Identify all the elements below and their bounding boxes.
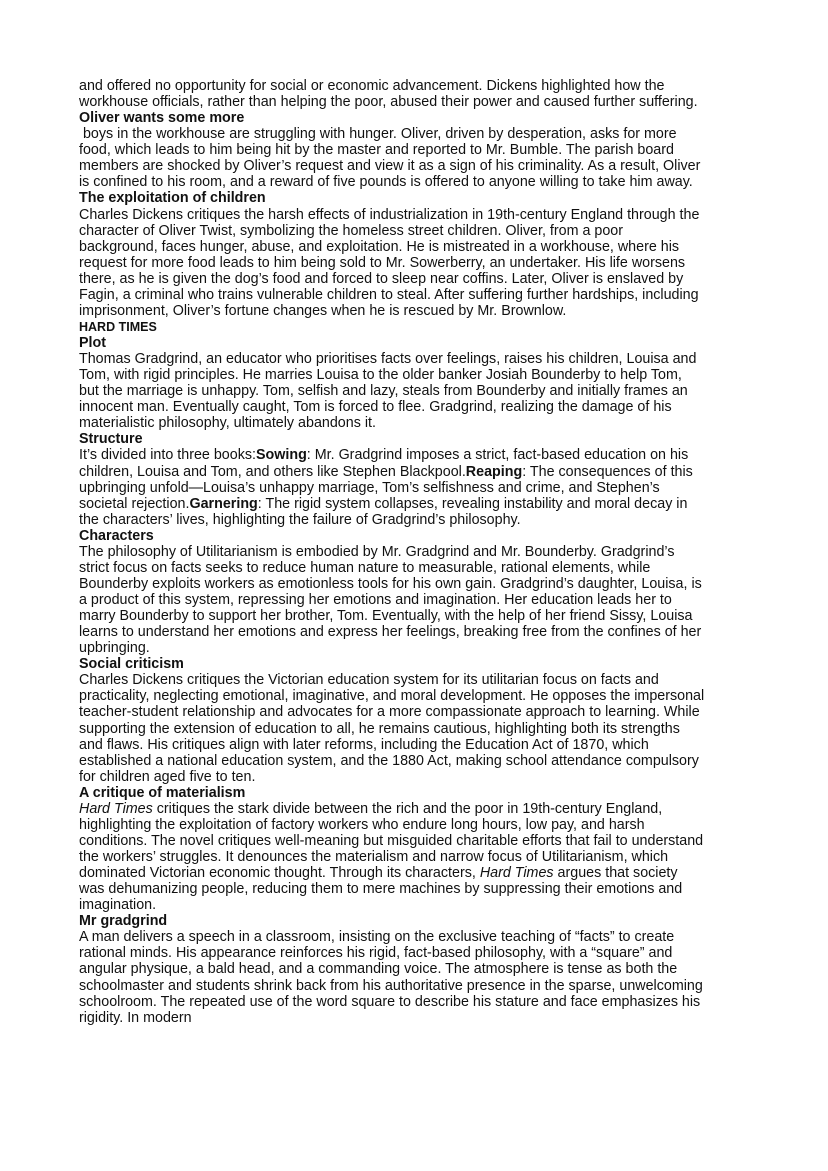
paragraph — [79, 126, 779, 190]
text-line: A man delivers a speech in a classroom, insisting on the exclusive teaching of “facts” to create — [79, 929, 675, 946]
bold-term: Garnering — [189, 495, 258, 512]
text-line: but the marriage is unhappy. Tom, selfish and lazy, steals from Bounderby and initially frames an — [79, 383, 688, 400]
text-segment: It’s divided into three books: — [79, 447, 256, 464]
text-segment: argues that society — [553, 865, 678, 882]
text-line — [79, 865, 779, 881]
text-line: innocent man. Eventually caught, Tom is forced to flee. Gradgrind, realizing the damage of his — [79, 399, 672, 416]
text-line: angular physique, a bald head, and a commanding voice. The atmosphere is tense as both the — [79, 961, 678, 978]
text-line: for children aged five to ten. — [79, 768, 256, 785]
section-heading: HARD TIMES — [79, 319, 157, 334]
text-line: imagination. — [79, 897, 157, 914]
text-line: imprisonment, Oliver’s fortune changes when he is rescued by Mr. Brownlow. — [79, 302, 567, 319]
text-segment: critiques the stark divide between the rich and the poor in 19th-century England, — [152, 800, 663, 817]
text-line: and offered no opportunity for social or economic advancement. Dickens highlighted how the — [79, 78, 665, 94]
text-line: upbringing. — [79, 640, 150, 657]
text-line: workhouse officials, rather than helping the poor, abused their power and caused further suffering. — [79, 94, 698, 111]
paragraph — [79, 207, 779, 319]
section-heading: Structure — [79, 431, 143, 448]
text-line: schoolmaster and students shrink back from his authoritative presence in the sparse, unwelcoming — [79, 977, 703, 994]
italic-title: Hard Times — [79, 800, 153, 817]
text-segment: societal rejection. — [79, 495, 190, 512]
text-line: Bounderby exploits workers as emotionless tools for his own gain. Gradgrind’s daughter, Louisa, is — [79, 575, 702, 592]
text-line: boys in the workhouse are struggling with hunger. Oliver, driven by desperation, asks for more — [79, 126, 677, 143]
text-line: Fagin, a criminal who trains vulnerable children to steal. After suffering further hardships, including — [79, 286, 699, 303]
text-line: Charles Dickens critiques the Victorian education system for its utilitarian focus on facts and — [79, 672, 659, 689]
section-heading: Plot — [79, 335, 107, 351]
text-line: the characters’ lives, highlighting the failure of Gradgrind’s philosophy. — [79, 511, 521, 528]
text-line: Thomas Gradgrind, an educator who prioritises facts over feelings, raises his children, Louisa and — [79, 351, 697, 368]
paragraph — [79, 544, 779, 656]
text-line: strict focus on facts seeks to reduce human nature to measurable, rational elements, while — [79, 559, 651, 576]
text-line: rational minds. His appearance reinforces his rigid, fact-based philosophy, with a “square” and — [79, 945, 673, 962]
text-line: members are shocked by Oliver’s request and view it as a sign of his criminality. As a result, Oliver — [79, 158, 701, 175]
text-line: teacher-student relationship and advocates for a more compassionate approach to learning. While — [79, 704, 700, 721]
bold-term: Reaping — [465, 463, 523, 480]
text-line: Tom, with rigid principles. He marries Louisa to the older banker Josiah Bounderby to help Tom, — [79, 367, 682, 384]
bold-term: Sowing — [255, 447, 307, 464]
text-line: The philosophy of Utilitarianism is embodied by Mr. Gradgrind and Mr. Bounderby. Gradgrind’s — [79, 543, 675, 560]
text-line: Charles Dickens critiques the harsh effects of industrialization in 19th-century England through the — [79, 206, 700, 223]
paragraph — [79, 672, 779, 784]
document-page — [79, 78, 779, 1026]
text-segment: : The rigid system collapses, revealing instability and moral decay in — [257, 495, 688, 512]
section-heading: The exploitation of children — [79, 190, 266, 207]
text-line: conditions. The novel critiques well-meaning but misguided charitable efforts that fail to understand — [79, 832, 704, 849]
section-heading: A critique of materialism — [79, 784, 246, 801]
text-line — [79, 464, 779, 480]
paragraph — [79, 447, 779, 527]
paragraph — [79, 929, 779, 1025]
paragraph — [79, 78, 779, 110]
text-line: supporting the extension of education to all, he remains cautious, highlighting both its strengths — [79, 720, 680, 737]
text-segment: : Mr. Gradgrind imposes a strict, fact-based education on his — [306, 447, 689, 464]
text-line: food, which leads to him being hit by the master and reported to Mr. Bumble. The parish board — [79, 142, 674, 159]
text-line — [79, 496, 779, 512]
text-line — [79, 801, 779, 817]
text-line: marry Bounderby to support her brother, Tom. Eventually, with the help of her friend Sissy, Louisa — [79, 608, 693, 625]
text-line: a product of this system, repressing her emotions and imagination. Her education leads her to — [79, 592, 672, 608]
text-line: learns to understand her emotions and express her feelings, breaking free from the confines of her — [79, 624, 702, 641]
text-line: schoolroom. The repeated use of the word square to describe his stature and face emphasizes his — [79, 993, 701, 1010]
text-segment: : The consequences of this — [522, 463, 693, 480]
text-line: the workers’ struggles. It denounces the materialism and narrow focus of Utilitarianism, which — [79, 849, 669, 865]
text-line: is confined to his room, and a reward of five pounds is offered to anyone willing to take him away. — [79, 174, 693, 191]
text-line: background, faces hunger, abuse, and exploitation. He is mistreated in a workhouse, where his — [79, 238, 680, 255]
section-heading: Oliver wants some more — [79, 110, 245, 127]
text-line: character of Oliver Twist, symbolizing the homeless street children. Oliver, from a poor — [79, 222, 624, 239]
text-line: request for more food leads to him being sold to Mr. Sowerberry, an undertaker. His life worsens — [79, 254, 686, 271]
text-line: was dehumanizing people, reducing them to mere machines by suppressing their emotions and — [79, 881, 683, 898]
section-heading: Mr gradgrind — [79, 913, 168, 930]
text-line — [79, 447, 779, 463]
text-line: there, as he is given the dog’s food and forced to sleep near coffins. Later, Oliver is enslaved by — [79, 270, 684, 287]
text-line: highlighting the exploitation of factory workers who endure long hours, low pay, and harsh — [79, 816, 645, 833]
text-line: materialistic philosophy, ultimately abandons it. — [79, 415, 376, 432]
text-line: established a national education system, and the 1880 Act, making school attendance compulsory — [79, 752, 699, 769]
paragraph — [79, 351, 779, 431]
section-heading: Characters — [79, 527, 154, 544]
text-line: rigidity. In modern — [79, 1009, 192, 1026]
text-segment: children, Louisa and Tom, and others like Stephen Blackpool. — [79, 463, 466, 480]
italic-title: Hard Times — [479, 865, 554, 882]
text-line: and flaws. His critiques align with later reforms, including the Education Act of 1870, which — [79, 736, 649, 753]
text-segment: dominated Victorian economic thought. Through its characters, — [79, 865, 480, 882]
text-line: practicality, neglecting emotional, imaginative, and moral development. He opposes the impersonal — [79, 688, 705, 705]
paragraph — [79, 801, 779, 913]
section-heading: Social criticism — [79, 656, 184, 673]
text-line: upbringing unfold—Louisa’s unhappy marriage, Tom’s selfishness and crime, and Stephen’s — [79, 479, 660, 496]
